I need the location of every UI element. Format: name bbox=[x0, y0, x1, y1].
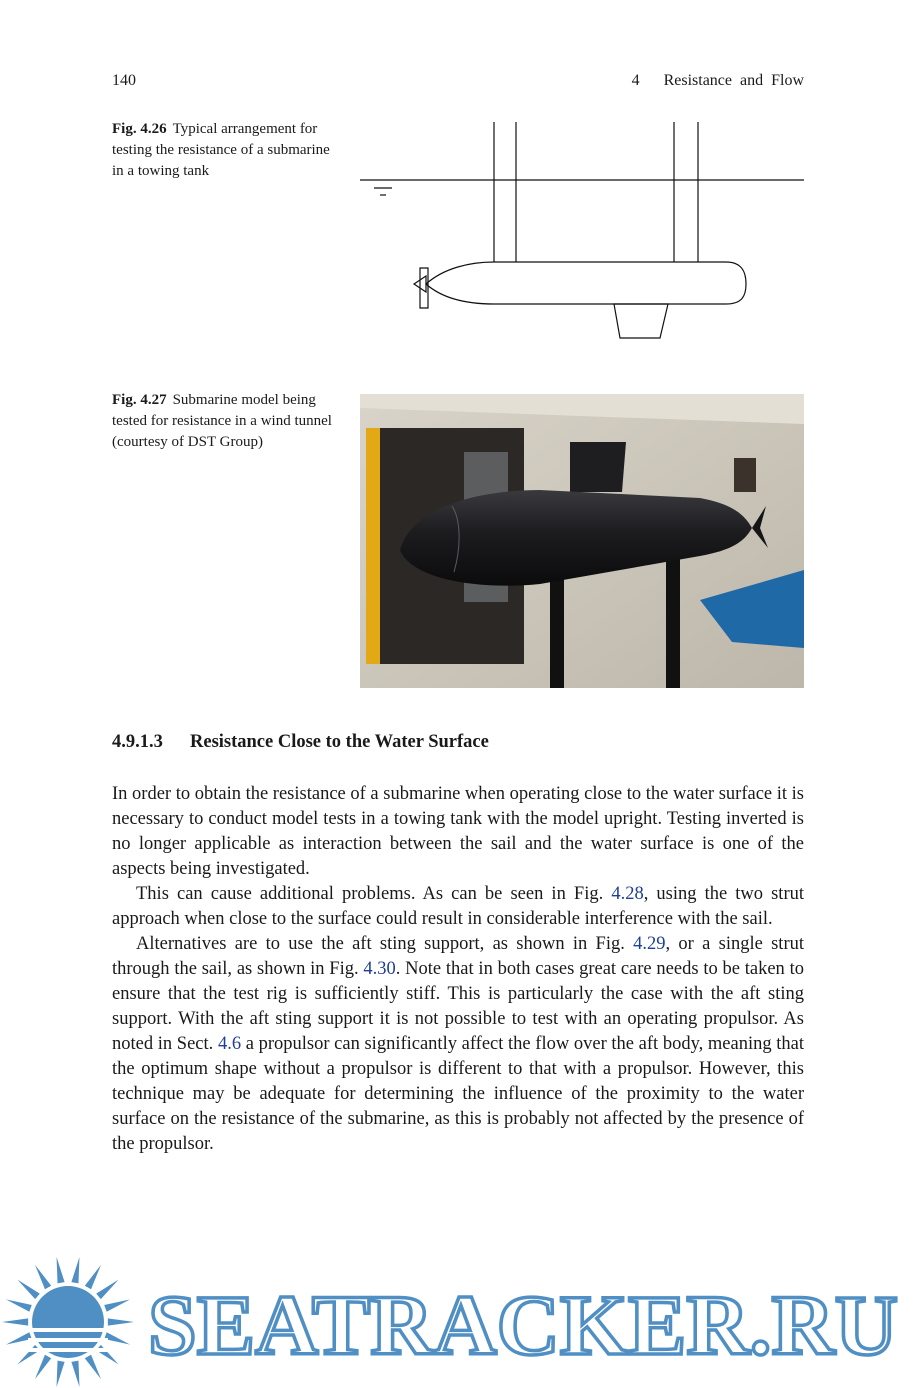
watermark-text: SEATRACKER.RU bbox=[148, 1277, 899, 1373]
chapter-title: Resistance and Flow bbox=[663, 72, 804, 89]
support-strut-rear bbox=[666, 558, 680, 688]
sun-disc bbox=[32, 1286, 104, 1358]
sun-ray bbox=[71, 1257, 79, 1283]
sun-wave bbox=[28, 1328, 108, 1332]
paragraph-3 bbox=[112, 932, 804, 1157]
fig-4-27-label: Fig. 4.27 bbox=[112, 392, 167, 408]
page-number: 140 bbox=[112, 72, 136, 89]
sun-logo-icon bbox=[2, 1257, 134, 1387]
sun-ray bbox=[57, 1257, 65, 1283]
paragraph-3-text-2: , or a single strut through the sail, as shown in Fig. bbox=[112, 934, 804, 979]
stern-fin-outline bbox=[420, 268, 428, 308]
fig-4-30-link[interactable]: 4.30 bbox=[363, 959, 396, 979]
paragraph-3-text-1: Alternatives are to use the aft sting support, as shown in Fig. bbox=[136, 934, 634, 954]
fig-4-26-caption-text: Typical arrangement for testing the resistance of a submarine in a towing tank bbox=[112, 121, 330, 179]
sun-wave bbox=[28, 1348, 108, 1352]
sun-ray bbox=[96, 1280, 118, 1300]
sun-wave bbox=[28, 1338, 108, 1342]
sun-ray bbox=[17, 1345, 39, 1365]
sun-ray bbox=[71, 1361, 79, 1387]
yellow-frame bbox=[366, 428, 380, 664]
model-sail bbox=[570, 442, 626, 492]
chapter-number: 4 bbox=[631, 72, 640, 89]
wall-vent bbox=[734, 458, 756, 492]
section-title: Resistance Close to the Water Surface bbox=[190, 732, 489, 752]
sun-ray bbox=[35, 1265, 51, 1289]
sun-ray bbox=[104, 1332, 130, 1344]
sun-ray bbox=[6, 1332, 32, 1344]
paragraph-2-text-2: , using the two strut approach when close to the surface could result in considerable interference with the sail. bbox=[112, 884, 804, 929]
fig-4-27-caption-text: Submarine model being tested for resistance in a wind tunnel (courtesy of DST Group) bbox=[112, 392, 332, 450]
sail-outline bbox=[614, 304, 668, 338]
paragraph-2 bbox=[112, 882, 804, 932]
fig-4-26-caption bbox=[112, 119, 336, 182]
sun-ray bbox=[85, 1355, 101, 1379]
paragraph-3-text-4: a propulsor can significantly affect the flow over the aft body, meaning that the optimum shape without a propulsor is different to that with a propulsor. However, this technique may be adequate for determining the influence of the proximity to the water surface on the resistance of the submarine, as this is probably not affected by the presence of the propulsor. bbox=[112, 1034, 804, 1154]
sun-ray bbox=[6, 1299, 32, 1311]
sun-ray bbox=[85, 1265, 101, 1289]
paragraph-1: In order to obtain the resistance of a submarine when operating close to the water surface it is necessary to conduct model tests in a towing tank with the model upright. Testing inverted is no longer applicable as interaction between the sail and the water surface is one of the aspects being investigated. bbox=[112, 784, 804, 879]
fig-4-27-caption bbox=[112, 390, 336, 453]
sun-ray bbox=[108, 1318, 134, 1325]
section-heading bbox=[112, 732, 489, 753]
sun-ray bbox=[35, 1355, 51, 1379]
running-header bbox=[632, 72, 804, 90]
seatracker-watermark bbox=[0, 1252, 916, 1388]
section-number: 4.9.1.3 bbox=[112, 732, 163, 752]
sun-ray bbox=[96, 1345, 118, 1365]
wind-tunnel-photo bbox=[360, 394, 804, 688]
sun-ray bbox=[17, 1280, 39, 1300]
paragraph-2-text-1: This can cause additional problems. As can be seen in Fig. bbox=[136, 884, 612, 904]
sun-ray bbox=[2, 1318, 28, 1325]
fig-4-28-link[interactable]: 4.28 bbox=[611, 884, 644, 904]
body-text bbox=[112, 782, 804, 1157]
submarine-hull-outline bbox=[426, 262, 746, 304]
towing-tank-diagram bbox=[358, 122, 808, 344]
fig-4-29-link[interactable]: 4.29 bbox=[633, 934, 666, 954]
sun-ray bbox=[104, 1299, 130, 1311]
sun-ray bbox=[57, 1361, 65, 1387]
sect-4-6-link[interactable]: 4.6 bbox=[217, 1034, 242, 1054]
paragraph-3-text-3: . Note that in both cases great care needs to be taken to ensure that the test rig is sufficiently stiff. This is particularly the case with the aft sting support. With the aft sting support it is not possible to test with an operating propulsor. As noted in Sect. bbox=[112, 959, 804, 1054]
fig-4-26-label: Fig. 4.26 bbox=[112, 121, 167, 137]
